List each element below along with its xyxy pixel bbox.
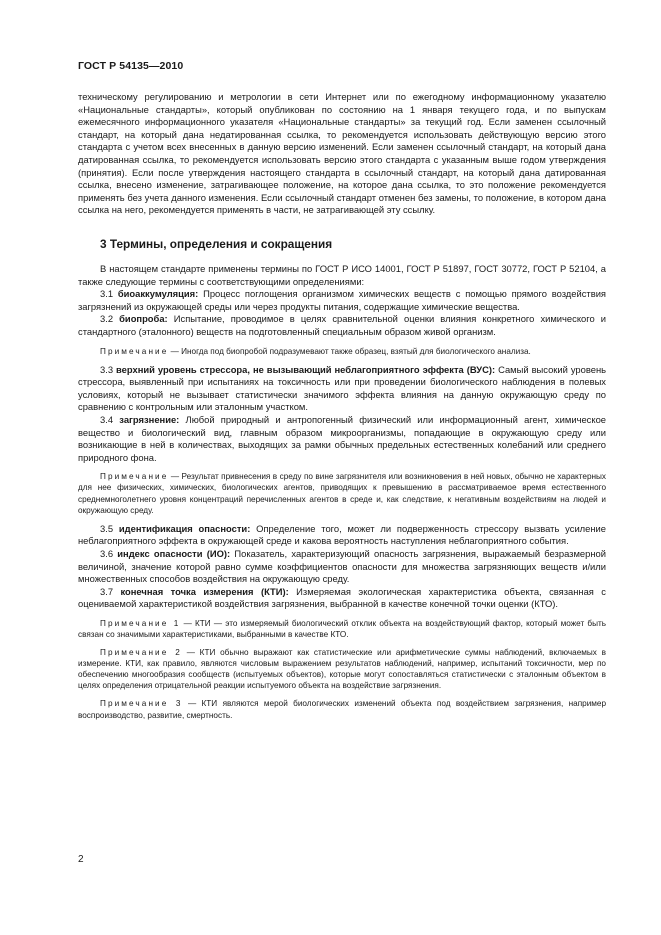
term-definition: Испытание, проводимое в целях сравнительной оценки влияния конкретного химического и стандартного (эталонного) веществ на подготовленный специальным образом живой организм. (78, 313, 607, 337)
term-definition: Определение того, может ли подверженность стрессору вызвать усиление неблагоприятного эффекта в окружающей среде и какова вероятность наступления неблагоприятного события. (78, 522, 606, 547)
note-label: Примечание (100, 472, 169, 482)
term-name: биопроба: (119, 313, 168, 325)
section-intro: В настоящем стандарте применены термины по ГОСТ Р ИСО 14001, ГОСТ Р 51897, ГОСТ 30772, ГОСТ Р 52104, а также следующие термины с соответствующими определениями: (78, 262, 606, 287)
note-text: — Иногда под биопробой подразумевают также образец, взятый для биологического анализа. (168, 346, 531, 356)
note-3-4 (78, 471, 606, 515)
term-name: идентификация опасности: (118, 522, 251, 534)
term-definition: Измеряемая экологическая характеристика объекта, связанная с оцениваемой характеристикой воздействия загрязнения, выбранной в качестве конечной точки оценки (КТО). (78, 585, 606, 610)
note-text: — КТИ являются мерой биологических изменений объекта под воздействием загрязнения, например воспроизводство, развитие, смертность. (78, 699, 606, 720)
term-3-6 (78, 548, 606, 586)
term-name: биоаккумуляция: (117, 288, 199, 300)
term-name: конечная точка измерения (КТИ): (120, 585, 289, 597)
term-number: 3.2 (100, 313, 114, 325)
term-3-7 (78, 586, 606, 611)
page-number: 2 (78, 854, 84, 865)
intro-paragraph: техническому регулированию и метрологии в сети Интернет или по ежегодному информационному указателю «Национальные стандарты», который опубликован по состоянию на 1 января текущего года, и по выпускам ежемесячного информационного указателя «Национальные стандарты» за текущий год. Если заменен ссылочный стандарт, на который дана недатированная ссылка, то рекомендуется использовать действующую версию этого стандарта с учетом всех внесенных в данную версию изменений. Если заменен ссылочный стандарт, на который дана датированная ссылка, то рекомендуется использовать версию этого стандарта с указанным выше годом утверждения (принятия). Если после утверждения настоящего стандарта в ссылочный стандарт, на который дана датированная ссылка, внесено изменение, затрагивающее положение, на которое дана ссылка, то это положение рекомендуется применять без учета данного изменения. Если ссылочный стандарт отменен без замены, то положение, в котором дана ссылка на него, рекомендуется применять в части, не затрагивающей эту ссылку. (78, 91, 606, 216)
page-content (78, 91, 606, 721)
note-text: — КТИ — это измеряемый биологический отклик объекта на воздействующий фактор, который может быть связан со значимыми характеристиками, выбранными в качестве КТО. (78, 618, 606, 639)
term-3-1 (78, 288, 606, 313)
term-number: 3.7 (100, 585, 114, 597)
term-definition: Показатель, характеризующий опасность загрязнения, выражаемый безразмерной величиной, значение которой равно сумме коэффициентов опасности для множества загрязняющих веществ и/или множественных способов воздействия на окружающую среду. (78, 547, 606, 585)
note-label: Примечание 1 (100, 618, 181, 628)
note-label: Примечание (100, 346, 169, 356)
term-number: 3.5 (100, 522, 114, 534)
term-3-4 (78, 414, 606, 464)
term-number: 3.3 (100, 363, 114, 375)
term-3-2 (78, 313, 606, 338)
term-name: индекс опасности (ИО): (117, 547, 231, 559)
term-name: загрязнение: (119, 413, 180, 425)
note-text: — КТИ обычно выражают как статистические или арифметические суммы наблюдений, включаемых в измерение. КТИ, как правило, являются числовым выражением результатов наблюдений, например, испытаний токсичности, мер по обеспечению многообразия сообществ (испытуемых объектов), которые могут сопоставляться статистически с эталонным объектом в целях определения отрицательной реакции испытуемого объекта на воздействие загрязнения. (78, 648, 607, 691)
note-label: Примечание 3 (100, 699, 183, 709)
note-text: — Результат привнесения в среду по вине загрязнителя или возникновения в ней новых, обычно не характерных для нее физических, химических, биологических агентов, приводящих к превышению в рассматриваемое время естественного среднемноголетнего уровня концентраций перечисленных агентов в среде и, как следствие, к негативным воздействиям на людей и окружающую среду. (78, 472, 606, 515)
term-definition: Любой природный и антропогенный физический или информационный агент, химическое вещество и биологический вид, главным образом микроорганизмы, попадающие в окружающую среду или возникающие в ней в количествах, выходящих за рамки обычных предельных естественных колебаний или среднего природного фона. (78, 413, 607, 463)
term-definition: Самый высокий уровень стрессора, выявленный при испытаниях на токсичность или при проведении биологического наблюдения в полевых условиях, который не вызывает статистически значимого эффекта влияния на данную окружающую среду по сравнению с контрольным или эталонным участком. (78, 363, 607, 413)
note-3-7-2 (78, 647, 606, 691)
term-name: верхний уровень стрессора, не вызывающий неблагоприятного эффекта (ВУС): (116, 363, 496, 375)
note-3-7-1 (78, 618, 606, 640)
term-3-3 (78, 364, 606, 414)
note-3-2 (78, 346, 606, 357)
term-definition: Процесс поглощения организмом химических веществ с помощью прямого воздействия загрязнений из окружающей среды или через продукты питания, содержащие химические вещества. (78, 288, 607, 312)
section-title: 3 Термины, определения и сокращения (100, 236, 333, 251)
note-label: Примечание 2 (100, 648, 182, 658)
term-number: 3.6 (100, 547, 114, 559)
term-number: 3.1 (100, 288, 114, 300)
term-number: 3.4 (100, 413, 114, 425)
term-3-5 (78, 523, 606, 548)
note-3-7-3 (78, 698, 606, 720)
document-header: ГОСТ Р 54135—2010 (78, 60, 184, 72)
